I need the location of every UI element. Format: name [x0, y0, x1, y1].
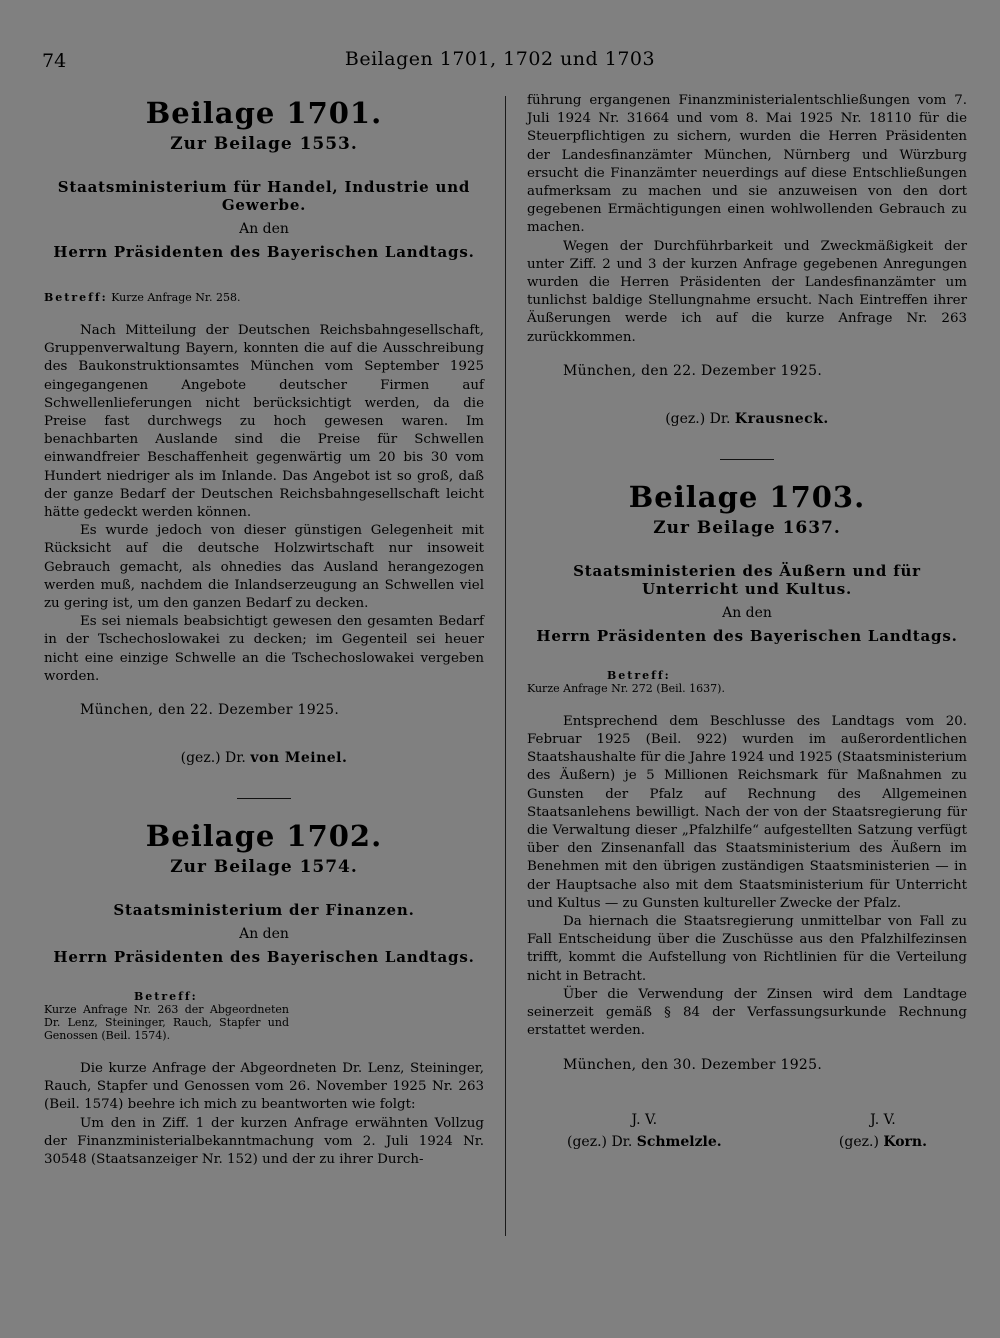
paragraph: führung ergangenen Finanzministerialentschließungen vom 7. Juli 1924 Nr. 31664 und vom 8. Mai 1925 Nr. 18110 für die Steuerpflichtigen zu sichern, wurden die Herren Präsidenten der Landesfinanzämter München, Nürnberg und Würzburg ersucht die Finanzämter neuerdings auf diese Entschließungen aufmerksam zu machen und sie anzuweisen von den dort gegebenen Ermächtigungen einen wohlwollenden Gebrauch zu machen. [527, 93, 967, 236]
betreff-text: Kurze Anfrage Nr. 272 (Beil. 1637). [527, 681, 725, 695]
beilage-1702-signature [527, 411, 967, 427]
beilage-1702-an-den: An den [239, 926, 289, 943]
beilage-1701-signature [44, 750, 484, 766]
betreff-text: Kurze Anfrage Nr. 263 der Abgeordneten Dr. Lenz, Steininger, Rauch, Stapfer und Genossen (Beil. 1574). [44, 1003, 289, 1043]
beilage-1703-ministry: Staatsministerien des Äußern und für Unterricht und Kultus. [573, 561, 921, 598]
betreff-label: Betreff: [607, 668, 671, 682]
beilage-1702-subtitle: Zur Beilage 1574. [170, 857, 358, 878]
beilage-1703-an-den: An den [722, 604, 772, 621]
column-divider [505, 96, 506, 1236]
beilage-1702-betreff [44, 990, 484, 1042]
beilage-1701-subtitle: Zur Beilage 1553. [170, 134, 358, 154]
beilage-1702-title: Beilage 1702. [145, 819, 383, 854]
section-separator [237, 798, 291, 799]
signature-prefix: (gez.) Dr. [567, 1133, 633, 1150]
signature-iv: J. V. [870, 1111, 896, 1128]
betreff-label: Betreff: [134, 990, 198, 1004]
beilage-1703-signatures [567, 1109, 927, 1153]
beilage-1703-betreff [527, 669, 967, 695]
paragraph: Da hiernach die Staatsregierung unmittelbar von Fall zu Fall Entscheidung über die Zuschüsse aus den Pfalzhilfezinsen trifft, kommt die Aufstellung von Richtlinien für die Verteilung nicht in Betracht. [527, 914, 967, 984]
beilage-1703-body [527, 713, 967, 1041]
signature-name: von Meinel. [250, 750, 348, 767]
beilage-1702 [44, 819, 484, 1169]
signature-prefix: (gez.) [838, 1133, 879, 1150]
beilage-1703-subtitle: Zur Beilage 1637. [653, 517, 841, 538]
beilage-1701 [44, 96, 484, 766]
beilage-1701-title: Beilage 1701. [145, 96, 383, 130]
signature-name: Schmelzle. [636, 1133, 722, 1150]
paragraph: Um den in Ziff. 1 der kurzen Anfrage erwähnten Vollzug der Finanzministerialbekanntmachung vom 2. Juli 1924 Nr. 30548 (Staatsanzeiger Nr. 152) und der zu ihrer Durch- [44, 1115, 484, 1168]
signature-prefix: (gez.) Dr. [665, 410, 731, 427]
beilage-1701-addressee: Herrn Präsidenten des Bayerischen Landtags. [53, 243, 475, 261]
paragraph: Es sei niemals beabsichtigt gewesen den gesamten Bedarf in der Tschechoslowakei zu decken; im Gegenteil sei heuer nicht eine einzige Schwelle an die Tschechoslowakei vergeben worden. [44, 614, 484, 684]
betreff-text: Kurze Anfrage Nr. 258. [111, 291, 241, 304]
signature-name: Krausneck. [734, 410, 829, 427]
beilage-1703-title: Beilage 1703. [628, 479, 866, 514]
beilage-1701-body [44, 322, 484, 686]
beilage-1703-date: München, den 30. Dezember 1925. [563, 1056, 823, 1073]
section-separator [720, 459, 774, 460]
signature-left [567, 1109, 722, 1153]
paragraph: Die kurze Anfrage der Abgeordneten Dr. Lenz, Steininger, Rauch, Stapfer und Genossen vom 26. November 1925 Nr. 263 (Beil. 1574) beehre ich mich zu beantworten wie folgt: [44, 1061, 484, 1113]
paragraph: Wegen der Durchführbarkeit und Zweckmäßigkeit der unter Ziff. 2 und 3 der kurzen Anfrage gegebenen Anregungen wurden die Herren Präsidenten der Landesfinanzämter um tunlichst baldige Stellungnahme ersucht. Nach Eintreffen ihrer Äußerungen werde ich auf die kurze Anfrage Nr. 263 zurückkommen. [527, 238, 967, 345]
paragraph: Es wurde jedoch von dieser günstigen Gelegenheit mit Rücksicht auf die deutsche Holzwirtschaft nur insoweit Gebrauch gemacht, als ohnedies das Ausland herangezogen werden muß, nachdem die Inlandserzeugung an Schwellen viel zu gering ist, um den ganzen Bedarf zu decken. [44, 523, 484, 612]
paragraph: Entsprechend dem Beschlusse des Landtags vom 20. Februar 1925 (Beil. 922) wurden im außerordentlichen Staatshaushalte für die Jahre 1924 und 1925 (Staatsministerium des Äußern) je 5 Millionen Reichsmark für Maßnahmen zu Gunsten der Pfalz auf Rechnung des Allgemeinen Staatsanlehens bewilligt. Nach der von der Staatsregierung für die Verwaltung dieser „Pfalzhilfe“ aufgestellten Satzung verfügt über den Zinsenanfall das Staatsministerium des Äußern im Benehmen mit den übrigen zuständigen Staatsministerien — in der Hauptsache also mit dem Staatsministerium für Unterricht und Kultus — zu Gunsten kultureller Zwecke der Pfalz. [527, 713, 967, 911]
beilage-1702-continued [527, 92, 967, 427]
running-title: Beilagen 1701, 1702 und 1703 [344, 48, 656, 70]
beilage-1701-betreff [44, 291, 484, 304]
beilage-1702-body [44, 1060, 484, 1169]
signature-name: Korn. [883, 1133, 927, 1150]
beilage-1702-addressee: Herrn Präsidenten des Bayerischen Landtags. [53, 948, 475, 967]
beilage-1702-continuation [527, 92, 967, 347]
paragraph: Über die Verwendung der Zinsen wird dem Landtage seinerzeit gemäß § 84 der Verfassungsurkunde Rechnung erstattet werden. [527, 986, 967, 1039]
left-column [44, 92, 484, 1169]
signature-right [839, 1109, 927, 1153]
beilage-1702-date: München, den 22. Dezember 1925. [563, 362, 823, 379]
beilage-1703 [527, 480, 967, 1153]
page-number: 74 [42, 50, 67, 72]
right-column [527, 92, 967, 1153]
beilage-1703-addressee: Herrn Präsidenten des Bayerischen Landtags. [536, 626, 958, 645]
beilage-1701-an-den: An den [239, 221, 289, 237]
signature-prefix: (gez.) Dr. [180, 750, 246, 767]
betreff-label: Betreff: [44, 291, 108, 304]
beilage-1701-ministry: Staatsministerium für Handel, Industrie und Gewerbe. [57, 178, 471, 214]
paragraph: Nach Mitteilung der Deutschen Reichsbahngesellschaft, Gruppenverwaltung Bayern, konnten die auf die Ausschreibung des Baukonstruktionsamtes München vom September 1925 eingegangenen Angebote deutscher Firmen auf Schwellenlieferungen nicht berücksichtigt werden, da die Preise fast durchwegs zu hoch gewesen waren. Im benachbarten Auslande sind die Preise für Schwellen einwandfreier Beschaffenheit gegenwärtig um 20 bis 30 vom Hundert niedriger als im Inlande. Das Angebot ist so groß, daß der ganze Bedarf der Deutschen Reichsbahngesellschaft leicht hätte gedeckt werden können. [44, 323, 484, 521]
beilage-1702-ministry: Staatsministerium der Finanzen. [113, 901, 415, 920]
signature-iv: J. V. [631, 1111, 658, 1128]
beilage-1701-date: München, den 22. Dezember 1925. [80, 702, 340, 719]
